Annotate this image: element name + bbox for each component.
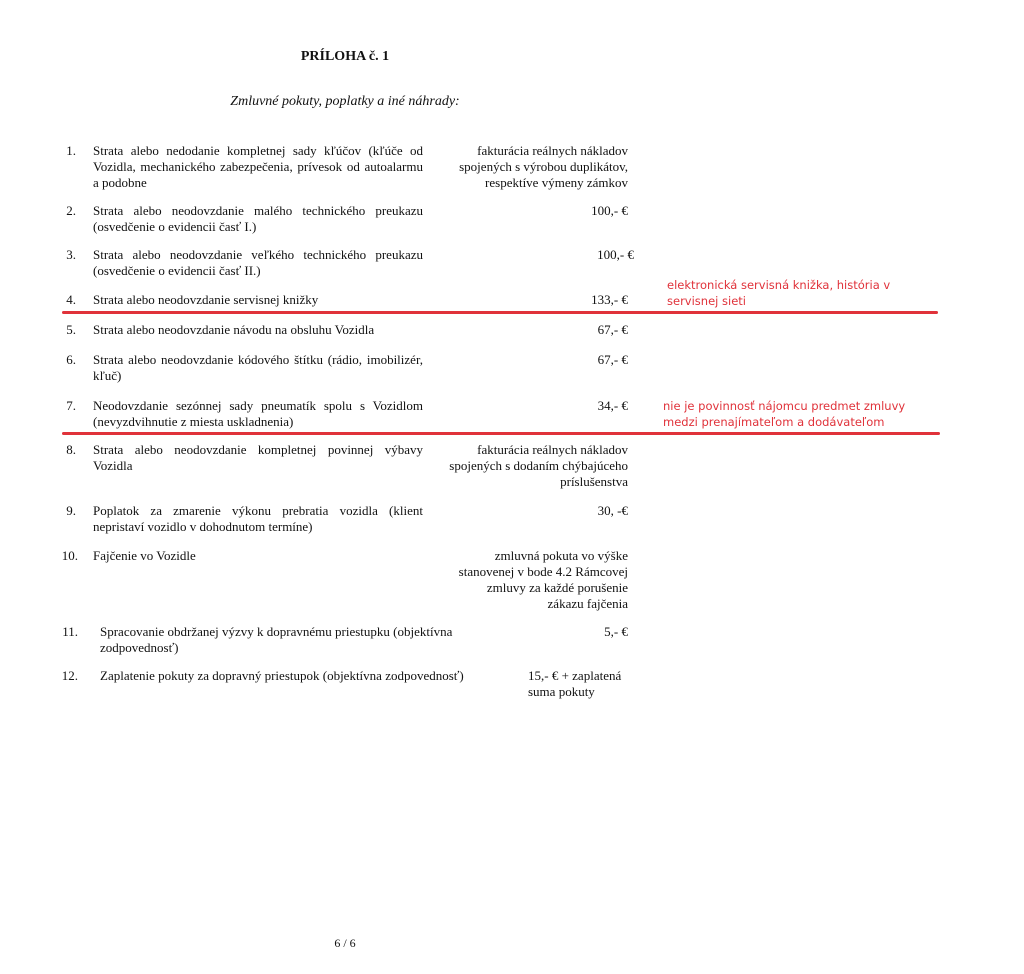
- row-description: Strata alebo neodovzdanie veľkého technického preukazu (osvedčenie o evidencii časť II.): [93, 247, 423, 278]
- row-number: 10.: [61, 548, 78, 563]
- row-description: Strata alebo nedodanie kompletnej sady kľúčov (kľúče od Vozidla, mechanického zabezpečenia, prívesok od autoalarmu a podobne: [93, 143, 423, 190]
- row-number: 2.: [66, 203, 76, 218]
- row-number: 7.: [66, 398, 76, 413]
- row-value: 30, -€: [597, 503, 628, 518]
- annotation-underline: [62, 311, 938, 314]
- row-description: Strata alebo neodovzdanie návodu na obsluhu Vozidla: [93, 322, 375, 337]
- row-number: 6.: [66, 352, 76, 367]
- annotation-underline: [62, 432, 940, 435]
- row-description: Poplatok za zmarenie výkonu prebratia vozidla (klient nepristaví vozidlo v dohodnutom termíne): [93, 503, 423, 534]
- row-value: fakturácia reálnych nákladov spojených s dodaním chýbajúceho príslušenstva: [449, 442, 628, 489]
- row-number: 4.: [66, 292, 76, 307]
- row-description: Strata alebo neodovzdanie servisnej knižky: [93, 292, 319, 307]
- row-value: 133,- €: [591, 292, 628, 307]
- annotation-note: nie je povinnosť nájomcu predmet zmluvy medzi prenajímateľom a dodávateľom: [663, 399, 906, 429]
- row-value: 67,- €: [597, 322, 628, 337]
- row-description: Spracovanie obdržanej výzvy k dopravnému priestupku (objektívna zodpovednosť): [100, 624, 453, 655]
- row-value: 15,- € + zaplatená suma pokuty: [528, 668, 622, 699]
- row-number: 9.: [66, 503, 76, 518]
- row-value: 34,- €: [597, 398, 628, 413]
- row-description: Strata alebo neodovzdanie kompletnej povinnej výbavy Vozidla: [93, 442, 423, 473]
- row-description: Fajčenie vo Vozidle: [93, 548, 196, 563]
- row-number: 11.: [62, 624, 78, 639]
- page-title: PRÍLOHA č. 1: [300, 49, 390, 64]
- row-description: Neodovzdanie sezónnej sady pneumatík spolu s Vozidlom (nevyzdvihnutie z miesta uskladnenia): [93, 398, 423, 429]
- row-description: Strata alebo neodovzdanie malého technického preukazu (osvedčenie o evidencii časť I.): [93, 203, 423, 234]
- row-value: fakturácia reálnych nákladov spojených s výrobou duplikátov, respektíve výmeny zámkov: [459, 143, 628, 190]
- row-description: Zaplatenie pokuty za dopravný priestupok (objektívna zodpovednosť): [100, 668, 464, 683]
- row-value: zmluvná pokuta vo výške stanovenej v bode 4.2 Rámcovej zmluvy za každé porušenie zákazu fajčenia: [458, 548, 628, 611]
- row-value: 100,- €: [597, 247, 634, 262]
- page-number: 6 / 6: [334, 936, 356, 950]
- row-value: 67,- €: [597, 352, 628, 367]
- page-subtitle: Zmluvné pokuty, poplatky a iné náhrady:: [230, 94, 460, 109]
- row-number: 5.: [66, 322, 76, 337]
- row-value: 100,- €: [591, 203, 628, 218]
- row-description: Strata alebo neodovzdanie kódového štítku (rádio, imobilizér, kľuč): [93, 352, 423, 383]
- row-number: 1.: [66, 143, 76, 158]
- row-value: 5,- €: [604, 624, 628, 639]
- annotation-note: elektronická servisná knižka, história v servisnej sieti: [667, 278, 891, 308]
- row-number: 8.: [66, 442, 76, 457]
- row-number: 12.: [61, 668, 78, 683]
- row-number: 3.: [66, 247, 76, 262]
